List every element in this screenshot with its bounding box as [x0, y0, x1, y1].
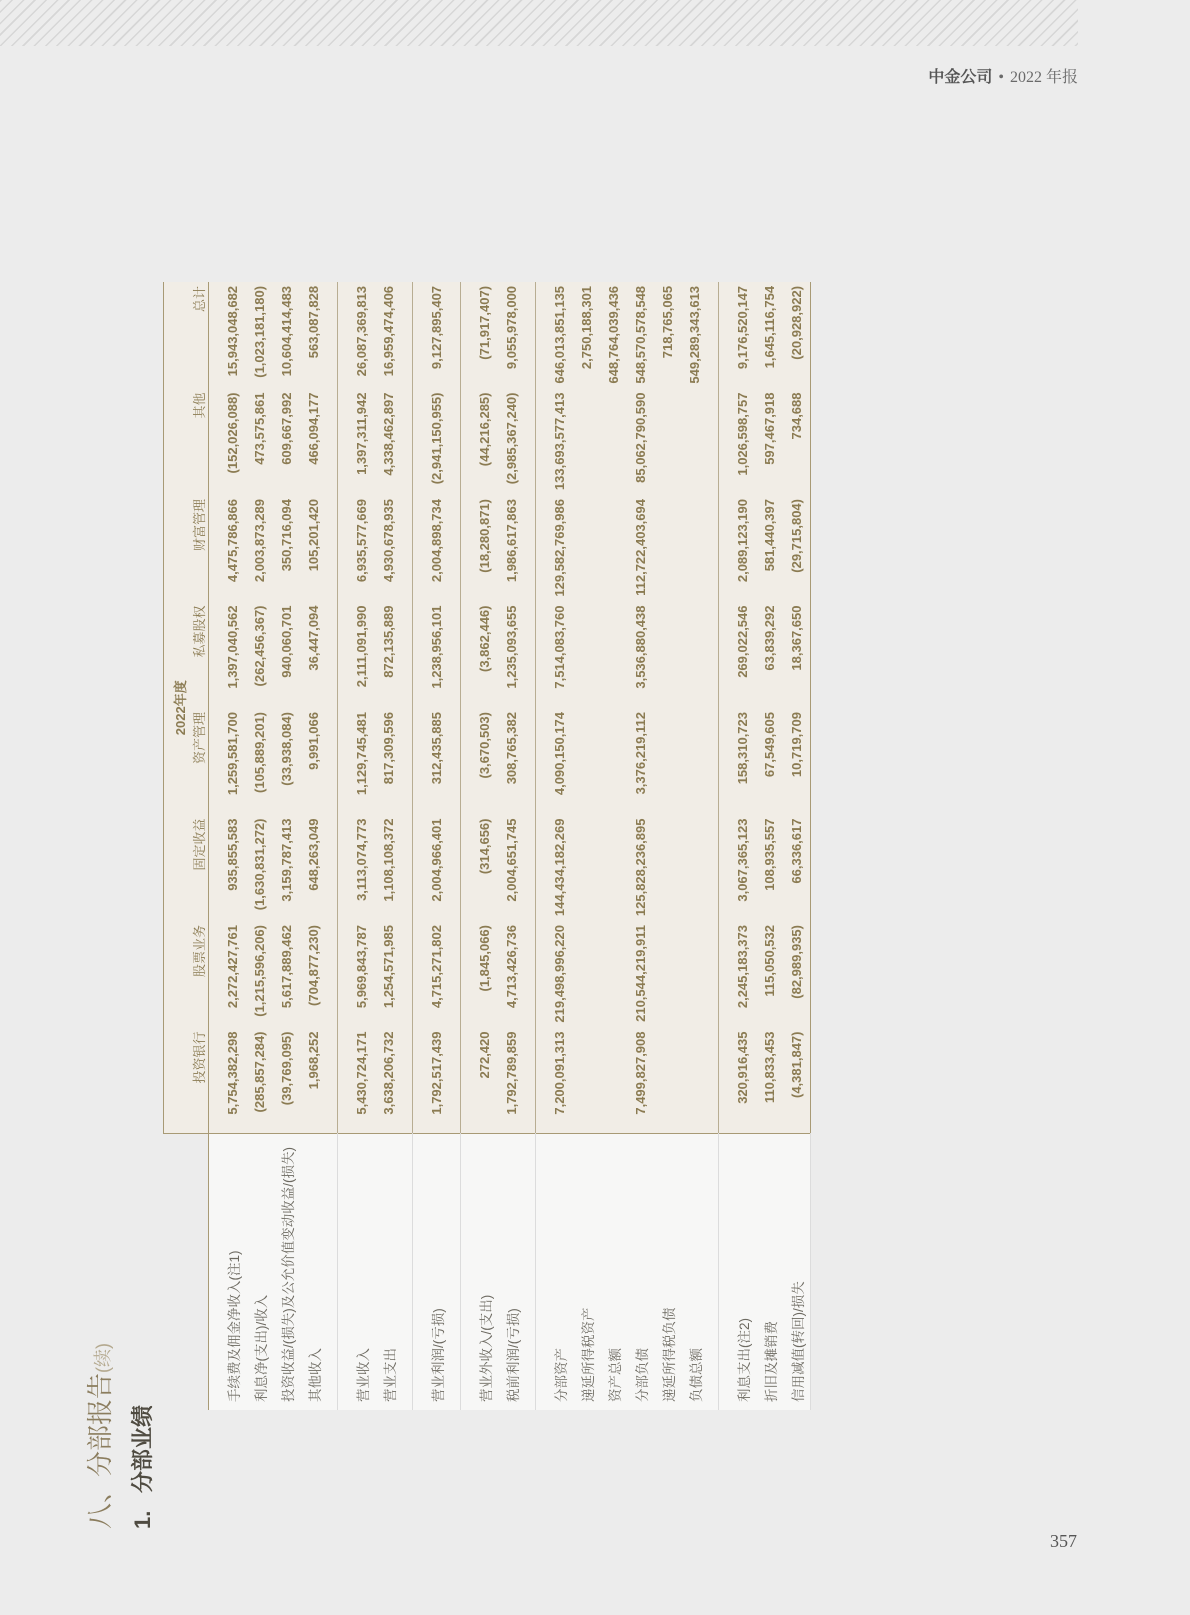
column-header: 固定收益	[189, 815, 209, 922]
cell-value	[654, 389, 681, 496]
cell-value: 272,420	[471, 1028, 498, 1135]
cell-value: 312,435,885	[423, 708, 450, 815]
cell-value: 2,245,183,373	[729, 921, 756, 1028]
row-label: 手续费及佣金净收入(注1)	[219, 1134, 246, 1410]
row-label: 分部负债	[627, 1134, 654, 1410]
cell-value: (71,917,407)	[471, 282, 498, 389]
cell-value: (29,715,804)	[783, 495, 811, 602]
cell-value: 718,765,065	[654, 282, 681, 389]
table-row	[681, 282, 708, 1410]
table-row	[423, 282, 450, 1410]
cell-value: 648,263,049	[300, 815, 327, 922]
cell-value	[654, 1028, 681, 1135]
group-separator	[338, 282, 349, 1410]
cell-value: 1,792,517,439	[423, 1028, 450, 1135]
column-header: 投资银行	[189, 1028, 209, 1135]
cell-value	[600, 815, 627, 922]
cell-value: 4,475,786,866	[219, 495, 246, 602]
report-name: 2022 年报	[1009, 69, 1078, 86]
group-separator	[525, 282, 536, 1410]
table-row	[219, 282, 246, 1410]
table-row	[654, 282, 681, 1410]
row-label: 税前利润/(亏损)	[498, 1134, 525, 1410]
cell-value: (704,877,230)	[300, 921, 327, 1028]
cell-value	[681, 495, 708, 602]
cell-value: (2,941,150,955)	[423, 389, 450, 496]
cell-value: (1,845,066)	[471, 921, 498, 1028]
cell-value: (152,026,088)	[219, 389, 246, 496]
cell-value: 935,855,583	[219, 815, 246, 922]
cell-value: 1,792,789,859	[498, 1028, 525, 1135]
cell-value	[681, 389, 708, 496]
segment-results-table	[163, 282, 811, 1410]
section-continued: (续)	[93, 1342, 113, 1373]
cell-value: 548,570,578,548	[627, 282, 654, 389]
cell-value: 1,397,311,942	[348, 389, 375, 496]
cell-value: 7,200,091,313	[546, 1028, 573, 1135]
row-label: 营业外收入/(支出)	[471, 1134, 498, 1410]
table-row	[600, 282, 627, 1410]
cell-value: 7,514,083,760	[546, 602, 573, 709]
cell-value: 26,087,369,813	[348, 282, 375, 389]
cell-value: 5,430,724,171	[348, 1028, 375, 1135]
cell-value: 219,498,996,220	[546, 921, 573, 1028]
cell-value: (3,862,446)	[471, 602, 498, 709]
cell-value: 872,135,889	[375, 602, 402, 709]
row-label: 信用减值(转回)/损失	[783, 1134, 811, 1410]
cell-value: 466,094,177	[300, 389, 327, 496]
cell-value: 16,959,474,406	[375, 282, 402, 389]
column-header: 财富管理	[189, 495, 209, 602]
cell-value: (2,985,367,240)	[498, 389, 525, 496]
cell-value: 144,434,182,269	[546, 815, 573, 922]
row-label: 营业支出	[375, 1134, 402, 1410]
cell-value	[600, 921, 627, 1028]
cell-value	[600, 389, 627, 496]
cell-value: 9,055,978,000	[498, 282, 525, 389]
cell-value: 1,645,116,754	[756, 282, 783, 389]
cell-value: 63,839,292	[756, 602, 783, 709]
group-separator	[327, 282, 338, 1410]
cell-value: 3,113,074,773	[348, 815, 375, 922]
cell-value: (262,456,367)	[246, 602, 273, 709]
cell-value: 2,004,898,734	[423, 495, 450, 602]
cell-value: 5,969,843,787	[348, 921, 375, 1028]
row-label: 营业收入	[348, 1134, 375, 1410]
cell-value: 10,604,414,483	[273, 282, 300, 389]
cell-value: (1,023,181,180)	[246, 282, 273, 389]
cell-value	[681, 708, 708, 815]
cell-value: 108,935,557	[756, 815, 783, 922]
cell-value: (20,928,922)	[783, 282, 811, 389]
cell-value: 4,715,271,802	[423, 921, 450, 1028]
cell-value: 2,004,651,745	[498, 815, 525, 922]
row-label: 递延所得税资产	[573, 1134, 600, 1410]
cell-value	[573, 921, 600, 1028]
cell-value	[573, 602, 600, 709]
table-row	[498, 282, 525, 1410]
cell-value: 648,764,039,436	[600, 282, 627, 389]
cell-value: 3,376,219,112	[627, 708, 654, 815]
group-separator	[209, 282, 220, 1410]
cell-value: 1,259,581,700	[219, 708, 246, 815]
cell-value: 1,235,093,655	[498, 602, 525, 709]
table-row	[546, 282, 573, 1410]
cell-value	[654, 815, 681, 922]
group-separator	[413, 282, 424, 1410]
cell-value	[573, 815, 600, 922]
cell-value: 9,991,066	[300, 708, 327, 815]
row-label: 负债总额	[681, 1134, 708, 1410]
row-label: 递延所得税负债	[654, 1134, 681, 1410]
group-separator	[719, 282, 730, 1410]
cell-value	[600, 495, 627, 602]
cell-value: 646,013,851,135	[546, 282, 573, 389]
cell-value: 115,050,532	[756, 921, 783, 1028]
column-header: 总计	[189, 282, 209, 389]
cell-value: 4,338,462,897	[375, 389, 402, 496]
cell-value: 1,238,956,101	[423, 602, 450, 709]
cell-value: 2,272,427,761	[219, 921, 246, 1028]
cell-value	[654, 921, 681, 1028]
cell-value: 563,087,828	[300, 282, 327, 389]
table-row	[375, 282, 402, 1410]
cell-value: (18,280,871)	[471, 495, 498, 602]
cell-value: 817,309,596	[375, 708, 402, 815]
cell-value: 2,003,873,289	[246, 495, 273, 602]
row-label: 营业利润/(亏损)	[423, 1134, 450, 1410]
year-label: 2022年度	[164, 282, 190, 1134]
cell-value: 473,575,861	[246, 389, 273, 496]
table-column-header-row	[189, 282, 209, 1410]
cell-value: 85,062,790,590	[627, 389, 654, 496]
cell-value: 125,828,236,895	[627, 815, 654, 922]
table-row	[756, 282, 783, 1410]
cell-value: 67,549,605	[756, 708, 783, 815]
section-title-text: 八、分部报告	[85, 1372, 115, 1529]
sub-title	[126, 1405, 157, 1529]
sub-title-number: 1.	[130, 1510, 155, 1529]
cell-value: 210,544,219,911	[627, 921, 654, 1028]
table-row	[573, 282, 600, 1410]
cell-value: 549,289,343,613	[681, 282, 708, 389]
cell-value: 10,719,709	[783, 708, 811, 815]
cell-value: 581,440,397	[756, 495, 783, 602]
cell-value: 9,176,520,147	[729, 282, 756, 389]
row-label: 分部资产	[546, 1134, 573, 1410]
cell-value: 308,765,382	[498, 708, 525, 815]
cell-value: 734,688	[783, 389, 811, 496]
cell-value: (44,216,285)	[471, 389, 498, 496]
cell-value: 1,986,617,863	[498, 495, 525, 602]
row-label: 资产总额	[600, 1134, 627, 1410]
cell-value	[573, 389, 600, 496]
cell-value: 112,722,403,694	[627, 495, 654, 602]
cell-value: 3,159,787,413	[273, 815, 300, 922]
group-separator	[708, 282, 719, 1410]
cell-value: 2,750,188,301	[573, 282, 600, 389]
header-separator: •	[998, 69, 1004, 86]
table-row	[471, 282, 498, 1410]
cell-value: 940,060,701	[273, 602, 300, 709]
cell-value: (1,630,831,272)	[246, 815, 273, 922]
cell-value: 7,499,827,908	[627, 1028, 654, 1135]
cell-value	[654, 602, 681, 709]
cell-value: (285,857,284)	[246, 1028, 273, 1135]
cell-value: 1,129,745,481	[348, 708, 375, 815]
cell-value: 4,930,678,935	[375, 495, 402, 602]
cell-value	[654, 708, 681, 815]
cell-value	[573, 708, 600, 815]
row-label: 利息净(支出)/收入	[246, 1134, 273, 1410]
cell-value	[681, 815, 708, 922]
row-label: 其他收入	[300, 1134, 327, 1410]
table-row	[348, 282, 375, 1410]
cell-value: (39,769,095)	[273, 1028, 300, 1135]
cell-value: (314,656)	[471, 815, 498, 922]
cell-value: 609,667,992	[273, 389, 300, 496]
cell-value: 3,536,880,438	[627, 602, 654, 709]
group-separator	[402, 282, 413, 1410]
cell-value: 3,067,365,123	[729, 815, 756, 922]
cell-value: 158,310,723	[729, 708, 756, 815]
cell-value: 1,026,598,757	[729, 389, 756, 496]
cell-value: 110,833,453	[756, 1028, 783, 1135]
cell-value: 2,089,123,190	[729, 495, 756, 602]
group-separator	[450, 282, 461, 1410]
cell-value	[600, 1028, 627, 1135]
cell-value: 3,638,206,732	[375, 1028, 402, 1135]
cell-value: 5,754,382,298	[219, 1028, 246, 1135]
table-row	[627, 282, 654, 1410]
cell-value: 4,713,426,736	[498, 921, 525, 1028]
cell-value: 1,968,252	[300, 1028, 327, 1135]
page-number: 357	[1050, 1531, 1077, 1551]
cell-value: (105,889,201)	[246, 708, 273, 815]
cell-value: (82,989,935)	[783, 921, 811, 1028]
cell-value: 6,935,577,669	[348, 495, 375, 602]
cell-value: (4,381,847)	[783, 1028, 811, 1135]
table-row	[273, 282, 300, 1410]
cell-value: (3,670,503)	[471, 708, 498, 815]
cell-value: 2,111,091,990	[348, 602, 375, 709]
column-header: 资产管理	[189, 708, 209, 815]
cell-value: 269,022,546	[729, 602, 756, 709]
cell-value: 133,693,577,413	[546, 389, 573, 496]
table-row	[246, 282, 273, 1410]
table-row	[729, 282, 756, 1410]
cell-value: 4,090,150,174	[546, 708, 573, 815]
table-row	[300, 282, 327, 1410]
group-separator	[536, 282, 547, 1410]
cell-value	[573, 495, 600, 602]
cell-value: 9,127,895,407	[423, 282, 450, 389]
cell-value: 597,467,918	[756, 389, 783, 496]
table-row	[783, 282, 811, 1410]
cell-value	[681, 1028, 708, 1135]
cell-value: 350,716,094	[273, 495, 300, 602]
sub-title-text: 分部业绩	[130, 1404, 155, 1493]
cell-value: 18,367,650	[783, 602, 811, 709]
cell-value: 1,397,040,562	[219, 602, 246, 709]
cell-value	[681, 602, 708, 709]
cell-value: (1,215,596,206)	[246, 921, 273, 1028]
section-title	[80, 1343, 117, 1529]
cell-value: 129,582,769,986	[546, 495, 573, 602]
cell-value	[573, 1028, 600, 1135]
cell-value: 105,201,420	[300, 495, 327, 602]
table-year-header-row	[164, 282, 190, 1410]
row-label: 投资收益/(损失)及公允价值变动收益/(损失)	[273, 1134, 300, 1410]
column-header: 其他	[189, 389, 209, 496]
cell-value: 15,943,048,682	[219, 282, 246, 389]
row-label: 折旧及摊销费	[756, 1134, 783, 1410]
company-name: 中金公司	[928, 69, 993, 86]
column-header: 私募股权	[189, 602, 209, 709]
cell-value: 1,108,108,372	[375, 815, 402, 922]
cell-value: 320,916,435	[729, 1028, 756, 1135]
column-header: 股票业务	[189, 921, 209, 1028]
cell-value: 36,447,094	[300, 602, 327, 709]
row-label: 利息支出(注2)	[729, 1134, 756, 1410]
cell-value	[600, 708, 627, 815]
group-separator	[461, 282, 472, 1410]
cell-value: 2,004,966,401	[423, 815, 450, 922]
cell-value: 1,254,571,985	[375, 921, 402, 1028]
cell-value	[654, 495, 681, 602]
cell-value	[600, 602, 627, 709]
cell-value: (33,938,084)	[273, 708, 300, 815]
cell-value	[681, 921, 708, 1028]
cell-value: 5,617,889,462	[273, 921, 300, 1028]
cell-value: 66,336,617	[783, 815, 811, 922]
